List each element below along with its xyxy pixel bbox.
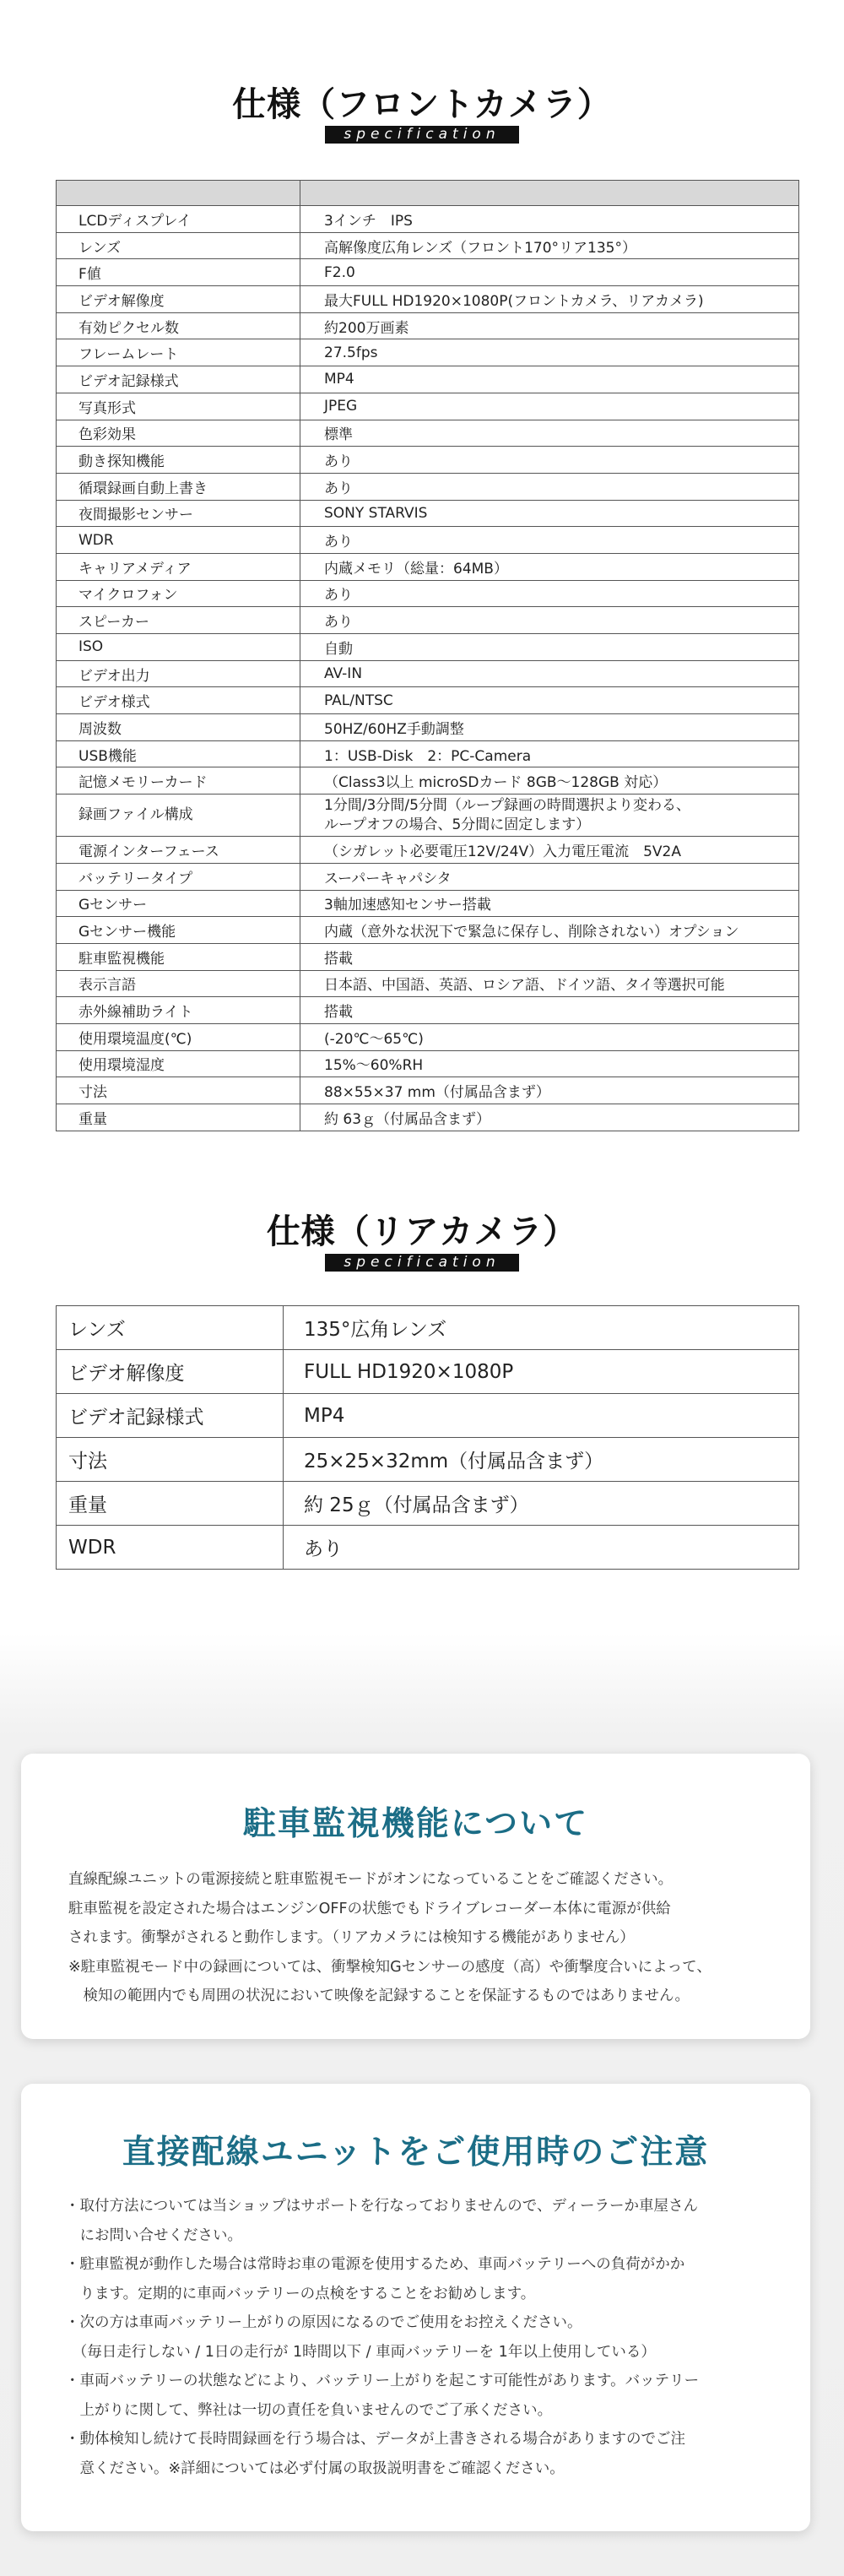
front-spec-row — [57, 553, 799, 580]
spec-label: レンズ — [57, 1306, 284, 1350]
caution-text-line: 意ください。※詳細については必ず付属の取扱説明書をご確認ください。 — [65, 2459, 565, 2477]
spec-label: ビデオ記録様式 — [57, 1394, 284, 1438]
spec-value: 内蔵（意外な状況下で緊急に保存し、削除されない）オプション — [300, 917, 799, 944]
spec-label: レンズ — [57, 232, 300, 259]
front-spec-row — [57, 527, 799, 554]
front-spec-row — [57, 206, 799, 233]
spec-label: WDR — [57, 527, 300, 554]
spec-label: Gセンサー — [57, 890, 300, 917]
spec-label: ビデオ解像度 — [57, 286, 300, 313]
rear-spec-row — [57, 1306, 799, 1350]
spec-value: 25×25×32mm（付属品含まず） — [284, 1438, 799, 1482]
spec-value: 約200万画素 — [300, 312, 799, 339]
spec-value: あり — [300, 527, 799, 554]
front-spec-row — [57, 393, 799, 420]
front-spec-badge: specification — [325, 126, 519, 144]
spec-label: 色彩効果 — [57, 420, 300, 447]
spec-label: ISO — [57, 634, 300, 661]
spec-value: 日本語、中国語、英語、ロシア語、ドイツ語、タイ等選択可能 — [300, 970, 799, 997]
caution-text-line: ・取付方法については当ショップはサポートを行なっておりませんので、ディーラーか車屋さん — [65, 2198, 699, 2215]
spec-label: ビデオ解像度 — [57, 1350, 284, 1394]
front-spec-row — [57, 714, 799, 741]
rear-spec-row — [57, 1394, 799, 1438]
spec-value: （シガレット必要電圧12V/24V）入力電圧電流 5V2A — [300, 837, 799, 864]
spec-value: あり — [284, 1526, 799, 1570]
spec-label: ビデオ様式 — [57, 687, 300, 714]
spec-value: あり — [300, 607, 799, 634]
front-spec-row — [57, 580, 799, 607]
spec-label: 循環録画自動上書き — [57, 473, 300, 500]
rear-spec-row — [57, 1526, 799, 1570]
rear-spec-row — [57, 1438, 799, 1482]
spec-value: スーパーキャパシタ — [300, 863, 799, 890]
spec-value: 88×55×37 mm（付属品含まず） — [300, 1077, 799, 1104]
front-spec-row — [57, 447, 799, 474]
wiring-caution-card — [21, 2084, 810, 2531]
spec-value: 3インチ IPS — [300, 206, 799, 233]
spec-value: FULL HD1920×1080P — [284, 1350, 799, 1394]
caution-text-line: ・次の方は車両バッテリー上がりの原因になるのでご使用をお控えください。 — [65, 2314, 582, 2331]
parking-text-line: 検知の範囲内でも周囲の状況において映像を記録することを保証するものではありません。 — [68, 1988, 690, 2004]
spec-value: 27.5fps — [300, 339, 799, 366]
spec-value: 搭載 — [300, 997, 799, 1024]
parking-monitor-text — [68, 1865, 810, 2011]
caution-text-line: にお問い合せください。 — [65, 2226, 242, 2244]
spec-value: JPEG — [300, 393, 799, 420]
front-spec-title: 仕様（フロントカメラ） — [232, 85, 612, 124]
caution-text-line: ・駐車監視が動作した場合は常時お車の電源を使用するため、車両バッテリーへの負荷がかか — [65, 2256, 685, 2273]
spec-label: 重量 — [57, 1104, 300, 1131]
front-spec-row — [57, 1077, 799, 1104]
spec-value: 約 25ｇ（付属品含まず） — [284, 1482, 799, 1526]
front-spec-row — [57, 863, 799, 890]
spec-label: マイクロフォン — [57, 580, 300, 607]
front-spec-row — [57, 1023, 799, 1050]
wiring-caution-title: 直接配線ユニットをご使用時のご注意 — [122, 2134, 710, 2172]
front-spec-row — [57, 259, 799, 286]
front-spec-row — [57, 997, 799, 1024]
spec-label: ビデオ記録様式 — [57, 366, 300, 393]
rear-spec-row — [57, 1482, 799, 1526]
spec-value: 50HZ/60HZ手動調整 — [300, 714, 799, 741]
spec-value: あり — [300, 447, 799, 474]
front-spec-row — [57, 767, 799, 794]
spec-label: キャリアメディア — [57, 553, 300, 580]
spec-label: 寸法 — [57, 1077, 300, 1104]
spec-value: 15%～60%RH — [300, 1050, 799, 1077]
spec-value: MP4 — [300, 366, 799, 393]
front-spec-row — [57, 970, 799, 997]
spec-value-line: ループオフの場合、5分間に固定します） — [324, 816, 591, 833]
spec-label: 電源インターフェース — [57, 837, 300, 864]
spec-value: F2.0 — [300, 259, 799, 286]
spec-value: 135°広角レンズ — [284, 1306, 799, 1350]
rear-spec-title: 仕様（リアカメラ） — [266, 1212, 578, 1251]
spec-value: 3軸加速感知センサー搭載 — [300, 890, 799, 917]
parking-monitor-title: 駐車監視機能について — [242, 1805, 589, 1843]
spec-label: 赤外線補助ライト — [57, 997, 300, 1024]
spec-value: MP4 — [284, 1394, 799, 1438]
spec-label: 有効ピクセル数 — [57, 312, 300, 339]
spec-value — [300, 794, 799, 837]
spec-label: WDR — [57, 1526, 284, 1570]
spec-value: 1：USB-Disk 2：PC-Camera — [300, 740, 799, 767]
front-spec-row — [57, 607, 799, 634]
spec-label: 写真形式 — [57, 393, 300, 420]
spec-value: 最大FULL HD1920×1080P(フロントカメラ、リアカメラ) — [300, 286, 799, 313]
front-spec-row — [57, 366, 799, 393]
front-spec-row — [57, 837, 799, 864]
front-spec-row — [57, 794, 799, 837]
front-spec-row — [57, 634, 799, 661]
front-spec-row — [57, 660, 799, 687]
spec-label: 使用環境湿度 — [57, 1050, 300, 1077]
parking-text-line: されます。衝撃がされると動作します。（リアカメラには検知する機能がありません） — [68, 1929, 635, 1946]
caution-text-line: ります。定期的に車両バッテリーの点検をすることをお勧めします。 — [65, 2285, 536, 2302]
spec-value: (-20℃～65℃) — [300, 1023, 799, 1050]
front-spec-row — [57, 232, 799, 259]
spec-label: バッテリータイプ — [57, 863, 300, 890]
spec-label: スピーカー — [57, 607, 300, 634]
front-spec-row — [57, 740, 799, 767]
front-spec-row — [57, 339, 799, 366]
spec-value: あり — [300, 580, 799, 607]
spec-value: 搭載 — [300, 943, 799, 970]
spec-label: 寸法 — [57, 1438, 284, 1482]
caution-text-line: ・車両バッテリーの状態などにより、バッテリー上がりを起こす可能性があります。バッテリー — [65, 2373, 700, 2389]
spec-value: 約 63ｇ（付属品含まず） — [300, 1104, 799, 1131]
spec-label: 周波数 — [57, 714, 300, 741]
rear-spec-row — [57, 1350, 799, 1394]
parking-text-line: 直線配線ユニットの電源接続と駐車監視モードがオンになっていることをご確認ください。 — [68, 1871, 674, 1888]
front-spec-row — [57, 917, 799, 944]
spec-label: USB機能 — [57, 740, 300, 767]
spec-label: Gセンサー機能 — [57, 917, 300, 944]
parking-text-line: ※駐車監視モード中の録画については、衝撃検知Gセンサーの感度（高）や衝撃度合いによって、 — [68, 1958, 711, 1976]
spec-label: 夜間撮影センサー — [57, 500, 300, 527]
front-spec-row — [57, 687, 799, 714]
front-spec-row — [57, 890, 799, 917]
front-spec-table — [56, 180, 799, 1131]
front-spec-row — [57, 943, 799, 970]
wiring-caution-text — [65, 2192, 810, 2483]
spec-label: フレームレート — [57, 339, 300, 366]
spec-value: SONY STARVIS — [300, 500, 799, 527]
front-spec-header-row — [57, 181, 799, 206]
caution-text-line: （毎日走行しない / 1日の走行が 1時間以下 / 車両バッテリーを 1年以上使用している） — [65, 2343, 656, 2361]
spec-value: 標準 — [300, 420, 799, 447]
parking-monitor-card — [21, 1754, 810, 2039]
spec-value: PAL/NTSC — [300, 687, 799, 714]
spec-value: 高解像度広角レンズ（フロント170°リア135°） — [300, 232, 799, 259]
front-spec-row — [57, 500, 799, 527]
front-spec-row — [57, 473, 799, 500]
rear-spec-table — [56, 1305, 799, 1570]
spec-value: あり — [300, 473, 799, 500]
spec-value: 自動 — [300, 634, 799, 661]
spec-label: 使用環境温度(℃) — [57, 1023, 300, 1050]
spec-label: 駐車監視機能 — [57, 943, 300, 970]
spec-label: LCDディスプレイ — [57, 206, 300, 233]
spec-value: 内蔵メモリ（総量：64MB） — [300, 553, 799, 580]
spec-label: 記憶メモリーカード — [57, 767, 300, 794]
front-spec-row — [57, 1050, 799, 1077]
caution-text-line: ・動体検知し続けて長時間録画を行う場合は、データが上書きされる場合がありますのでご注 — [65, 2431, 685, 2448]
spec-value: AV-IN — [300, 660, 799, 687]
spec-label: 重量 — [57, 1482, 284, 1526]
spec-label: 表示言語 — [57, 970, 300, 997]
spec-value-line: 1分間/3分間/5分間（ループ録画の時間選択より変わる、 — [324, 796, 691, 814]
front-spec-row — [57, 1104, 799, 1131]
front-spec-row — [57, 420, 799, 447]
parking-text-line: 駐車監視を設定された場合はエンジンOFFの状態でもドライブレコーダー本体に電源が供給 — [68, 1900, 671, 1917]
spec-label: 動き探知機能 — [57, 447, 300, 474]
spec-label: 録画ファイル構成 — [57, 794, 300, 837]
front-spec-row — [57, 286, 799, 313]
spec-label: ビデオ出力 — [57, 660, 300, 687]
front-spec-row — [57, 312, 799, 339]
spec-value: （Class3以上 microSDカード 8GB～128GB 対応） — [300, 767, 799, 794]
caution-text-line: 上がりに関して、弊社は一切の責任を負いませんのでご了承ください。 — [65, 2401, 553, 2419]
rear-spec-badge: specification — [325, 1254, 519, 1272]
spec-label: F値 — [57, 259, 300, 286]
